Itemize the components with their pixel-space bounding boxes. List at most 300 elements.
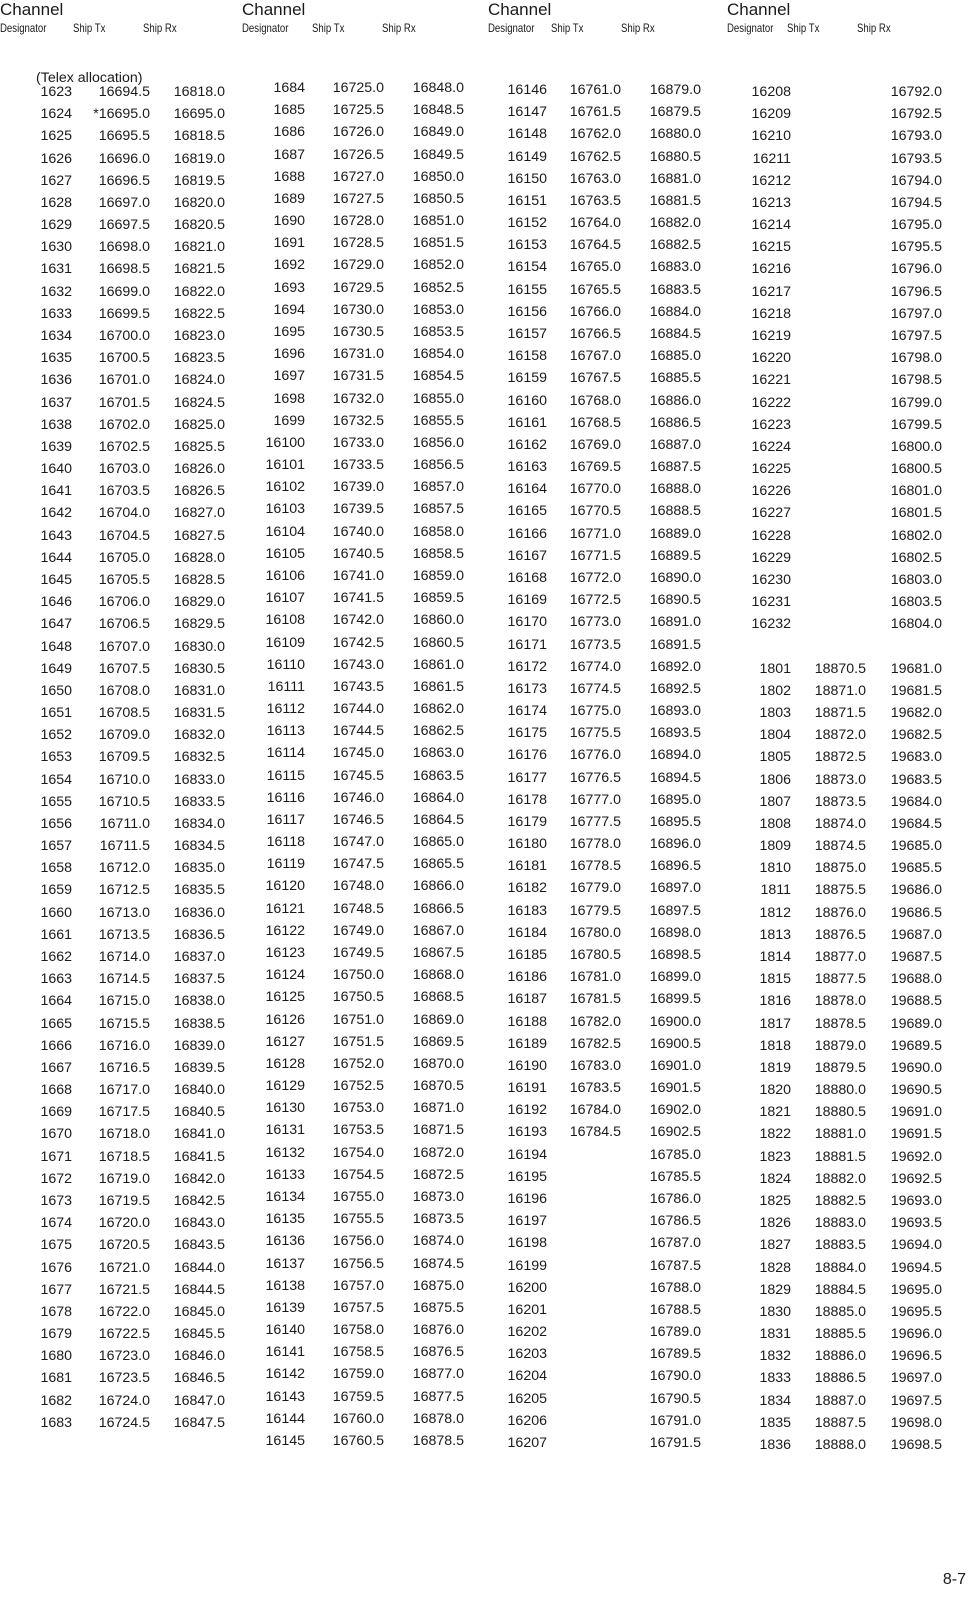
table-row — [488, 390, 738, 412]
designator-cell: 1697 — [273, 368, 305, 385]
table-row — [242, 498, 492, 520]
designator-cell: 1688 — [273, 168, 305, 185]
ship-tx-cell: 16757.5 — [332, 1299, 384, 1316]
ship-rx-cell: 16829.5 — [173, 616, 225, 633]
table-row — [242, 210, 492, 232]
ship-rx-cell: 16818.0 — [173, 84, 225, 100]
ship-tx-cell: 16732.0 — [332, 390, 384, 407]
designator-cell: 1674 — [40, 1215, 72, 1232]
table-row — [0, 281, 250, 303]
ship-rx-cell: 16866.5 — [412, 900, 464, 917]
table-row — [488, 1388, 738, 1410]
ship-rx-cell: 16891.0 — [649, 614, 701, 631]
table-row — [242, 609, 492, 631]
ship-rx-cell: 16837.0 — [173, 949, 225, 966]
table-row — [242, 875, 492, 897]
ship-rx-cell: 16846.0 — [173, 1348, 225, 1365]
ship-rx-cell: 16869.0 — [412, 1011, 464, 1028]
table-row — [242, 986, 492, 1008]
ship-rx-cell: 16857.0 — [412, 479, 464, 496]
ship-tx-cell: 16707.5 — [98, 660, 150, 677]
table-row — [242, 587, 492, 609]
ship-rx-cell: 16844.0 — [173, 1259, 225, 1276]
ship-rx-cell: 16792.0 — [890, 84, 942, 100]
designator-cell: 16204 — [507, 1368, 547, 1385]
ship-rx-cell: 16847.0 — [173, 1392, 225, 1409]
designator-cell: 16210 — [751, 128, 791, 145]
ship-rx-cell: 19682.5 — [890, 727, 942, 744]
designator-cell: 1635 — [40, 350, 72, 367]
ship-rx-cell: 19696.5 — [890, 1348, 942, 1365]
table-row — [0, 369, 250, 391]
ship-rx-cell: 16791.0 — [649, 1412, 701, 1429]
table-row — [488, 789, 738, 811]
table-row — [727, 1434, 976, 1456]
designator-cell: 16198 — [507, 1235, 547, 1252]
ship-rx-cell: 16859.5 — [412, 590, 464, 607]
designator-cell: 1667 — [40, 1059, 72, 1076]
ship-rx-cell: 16882.5 — [649, 237, 701, 254]
designator-cell: 1661 — [40, 926, 72, 943]
ship-tx-cell: 16779.5 — [569, 902, 621, 919]
ship-rx-cell: 16804.0 — [890, 616, 942, 633]
ship-rx-cell: 16871.0 — [412, 1100, 464, 1117]
table-row — [242, 343, 492, 365]
table-row — [242, 1164, 492, 1186]
ship-tx-cell: 16776.0 — [569, 747, 621, 764]
ship-tx-cell: 16768.0 — [569, 392, 621, 409]
ship-rx-cell: 16842.5 — [173, 1193, 225, 1209]
ship-rx-cell: 19697.0 — [890, 1370, 942, 1387]
designator-cell: 1651 — [40, 705, 72, 722]
ship-tx-cell: 16702.5 — [98, 438, 150, 455]
table-row — [242, 232, 492, 254]
ship-rx-cell: 16787.5 — [649, 1257, 701, 1274]
ship-tx-cell: 16711.5 — [99, 838, 150, 855]
ship-tx-cell: 16784.0 — [569, 1102, 621, 1119]
designator-cell: 1684 — [273, 80, 305, 96]
ship-tx-cell: 16710.5 — [98, 793, 150, 810]
table-row — [242, 765, 492, 787]
ship-rx-cell: 16867.0 — [412, 922, 464, 939]
designator-cell: 1836 — [759, 1436, 791, 1453]
designator-cell: 1690 — [273, 213, 305, 230]
table-row — [242, 1053, 492, 1075]
ship-rx-cell: 16826.0 — [173, 461, 225, 478]
designator-cell: 16200 — [507, 1279, 547, 1296]
table-row — [242, 1253, 492, 1275]
table-row — [727, 480, 976, 502]
table-row — [727, 392, 976, 414]
ship-tx-cell: 16779.0 — [569, 880, 621, 897]
ship-tx-cell: 16761.5 — [569, 104, 621, 121]
ship-rx-cell: 16879.5 — [649, 104, 701, 121]
ship-rx-header: Ship Rx — [857, 21, 891, 35]
table-row — [488, 146, 738, 168]
ship-tx-cell: 16784.5 — [569, 1124, 621, 1141]
designator-cell: 1807 — [759, 793, 791, 810]
ship-tx-cell: 18873.0 — [814, 771, 866, 788]
ship-tx-cell: 16745.0 — [332, 745, 384, 762]
ship-tx-cell: 16752.0 — [332, 1055, 384, 1072]
table-row — [727, 1057, 976, 1079]
ship-tx-cell: 16711.0 — [99, 815, 150, 832]
table-row — [488, 345, 738, 367]
designator-cell: 1820 — [759, 1082, 791, 1099]
ship-rx-cell: 16841.0 — [173, 1126, 225, 1143]
ship-rx-cell: 16877.0 — [412, 1366, 464, 1383]
ship-rx-header: Ship Rx — [382, 21, 416, 35]
table-row — [727, 1146, 976, 1168]
ship-tx-cell: 16765.0 — [569, 259, 621, 276]
designator-cell: 1689 — [273, 190, 305, 207]
table-row — [488, 877, 738, 899]
designator-cell: 16123 — [265, 945, 305, 962]
ship-tx-cell: 16751.5 — [332, 1033, 384, 1050]
designator-cell: 16225 — [751, 461, 791, 478]
designator-cell: 1655 — [40, 793, 72, 810]
ship-tx-cell: 18870.5 — [814, 660, 866, 677]
table-row — [488, 168, 738, 190]
table-row — [242, 521, 492, 543]
table-row — [0, 125, 250, 147]
ship-rx-cell: 16879.0 — [649, 82, 701, 98]
ship-tx-cell: 18879.5 — [814, 1059, 866, 1076]
ship-tx-cell: 16750.5 — [332, 989, 384, 1006]
designator-cell: 1682 — [40, 1392, 72, 1409]
ship-rx-cell: 16838.0 — [173, 993, 225, 1010]
ship-rx-cell: 16881.0 — [649, 170, 701, 187]
ship-tx-cell: 18883.0 — [814, 1215, 866, 1232]
table-row — [488, 634, 738, 656]
table-row — [727, 258, 976, 280]
designator-cell: 16137 — [265, 1255, 305, 1272]
designator-cell: 16231 — [751, 594, 791, 611]
column-title: Channel — [242, 0, 306, 19]
designator-cell: 16180 — [507, 836, 547, 853]
ship-rx-cell: 16851.0 — [412, 213, 464, 230]
table-row — [488, 966, 738, 988]
table-row — [488, 434, 738, 456]
ship-rx-cell: 16785.5 — [649, 1168, 701, 1185]
table-row — [0, 680, 250, 702]
table-row — [0, 1057, 250, 1079]
ship-tx-cell: 16727.5 — [332, 190, 384, 207]
ship-rx-cell: 16873.5 — [412, 1211, 464, 1228]
ship-rx-cell: 16865.5 — [412, 856, 464, 873]
ship-tx-cell: 18883.5 — [814, 1237, 866, 1254]
ship-tx-cell: 18884.0 — [814, 1259, 866, 1276]
designator-cell: 16117 — [266, 811, 305, 828]
ship-rx-cell: 16796.5 — [890, 283, 942, 300]
designator-cell: 16179 — [507, 813, 547, 830]
table-row — [488, 811, 738, 833]
table-row — [488, 478, 738, 500]
ship-rx-cell: 16885.0 — [649, 348, 701, 365]
designator-cell: 16140 — [265, 1322, 305, 1339]
designator-cell: 16147 — [507, 104, 547, 121]
ship-rx-header: Ship Rx — [621, 21, 655, 35]
ship-tx-cell: 16769.0 — [569, 436, 621, 453]
designator-cell: 1828 — [759, 1259, 791, 1276]
ship-rx-cell: 16799.0 — [890, 394, 942, 411]
ship-tx-cell: 16714.0 — [98, 949, 150, 966]
ship-tx-cell: 16781.5 — [569, 991, 621, 1008]
ship-rx-cell: 16880.0 — [649, 126, 701, 143]
designator-cell: 1628 — [40, 194, 72, 211]
table-row — [0, 1412, 250, 1434]
ship-tx-cell: 16739.0 — [332, 479, 384, 496]
designator-cell: 1668 — [40, 1082, 72, 1099]
table-row — [0, 902, 250, 924]
ship-rx-cell: 16899.5 — [649, 991, 701, 1008]
ship-rx-cell: 16876.5 — [412, 1344, 464, 1361]
designator-cell: 1637 — [40, 394, 72, 411]
ship-tx-cell: 16716.0 — [98, 1037, 150, 1054]
ship-tx-cell: 16698.5 — [98, 261, 150, 278]
ship-tx-cell: 16705.0 — [98, 549, 150, 566]
ship-rx-cell: 19685.0 — [890, 838, 942, 855]
table-row — [242, 144, 492, 166]
ship-tx-cell: 16695.5 — [98, 128, 150, 145]
designator-cell: 16184 — [507, 924, 547, 941]
ship-rx-cell: 16803.0 — [890, 571, 942, 588]
column-title: Channel — [488, 0, 552, 19]
table-row — [0, 724, 250, 746]
ship-rx-cell: 16875.5 — [412, 1299, 464, 1316]
ship-tx-cell: 16761.0 — [569, 82, 621, 98]
table-row — [488, 367, 738, 389]
table-row — [242, 254, 492, 276]
ship-rx-cell: 16802.0 — [890, 527, 942, 544]
table-row — [242, 321, 492, 343]
table-row — [488, 1099, 738, 1121]
designator-cell: 16148 — [507, 126, 547, 143]
designator-cell: 1821 — [759, 1104, 791, 1121]
designator-cell: 16135 — [265, 1211, 305, 1228]
ship-tx-cell: 18876.5 — [814, 926, 866, 943]
ship-tx-cell: 16766.5 — [569, 325, 621, 342]
designator-cell: 16166 — [507, 525, 547, 542]
designator-cell: 16209 — [751, 106, 791, 123]
ship-tx-cell: 16740.0 — [332, 523, 384, 540]
designator-cell: 1639 — [40, 438, 72, 455]
designator-cell: 1832 — [759, 1348, 791, 1365]
table-row — [488, 523, 738, 545]
ship-rx-cell: 16894.0 — [649, 747, 701, 764]
designator-cell: 16136 — [265, 1233, 305, 1250]
ship-tx-cell: 16730.5 — [332, 323, 384, 340]
designator-cell: 1683 — [40, 1414, 72, 1431]
designator-cell: 1645 — [40, 571, 72, 588]
ship-rx-cell: 16860.0 — [412, 612, 464, 629]
table-row — [727, 369, 976, 391]
designator-cell: 16203 — [507, 1346, 547, 1363]
designator-cell: 1680 — [40, 1348, 72, 1365]
table-row — [727, 902, 976, 924]
table-row — [727, 1079, 976, 1101]
table-row — [242, 942, 492, 964]
ship-tx-cell: 16758.0 — [332, 1322, 384, 1339]
ship-tx-cell: 16772.5 — [569, 592, 621, 609]
ship-rx-cell: 16837.5 — [173, 971, 225, 988]
designator-cell: 16138 — [265, 1277, 305, 1294]
table-row — [727, 1190, 976, 1212]
designator-cell: 1833 — [759, 1370, 791, 1387]
ship-rx-cell: 16828.0 — [173, 549, 225, 566]
ship-rx-cell: 16849.0 — [412, 124, 464, 141]
ship-tx-cell: 16705.5 — [98, 571, 150, 588]
table-row — [727, 236, 976, 258]
ship-rx-cell: 16843.5 — [173, 1237, 225, 1254]
table-row — [488, 545, 738, 567]
designator-cell: 1626 — [40, 150, 72, 167]
designator-cell: 16170 — [507, 614, 547, 631]
table-row — [727, 946, 976, 968]
ship-tx-cell: 16775.0 — [569, 703, 621, 720]
ship-rx-cell: 16902.5 — [649, 1124, 701, 1141]
designator-cell: 1694 — [273, 301, 305, 318]
ship-tx-cell: 18884.5 — [814, 1281, 866, 1298]
table-row — [488, 412, 738, 434]
ship-tx-cell: 16771.0 — [569, 525, 621, 542]
designator-cell: 16142 — [265, 1366, 305, 1383]
table-row — [488, 833, 738, 855]
ship-rx-cell: 16845.5 — [173, 1326, 225, 1343]
table-row — [0, 480, 250, 502]
ship-rx-cell: 16893.5 — [649, 725, 701, 742]
designator-cell: 1657 — [40, 838, 72, 855]
designator-cell: 1631 — [40, 261, 72, 278]
table-row — [488, 1321, 738, 1343]
designator-cell: 1665 — [40, 1015, 72, 1032]
designator-cell: 16129 — [265, 1078, 305, 1095]
designator-cell: 16164 — [507, 481, 547, 498]
designator-cell: 1819 — [759, 1059, 791, 1076]
designator-cell: 1815 — [759, 971, 791, 988]
ship-rx-cell: 16863.0 — [412, 745, 464, 762]
table-row — [727, 81, 976, 103]
table-row — [727, 680, 976, 702]
ship-rx-cell: 16874.5 — [412, 1255, 464, 1272]
ship-rx-cell: 16887.0 — [649, 436, 701, 453]
designator-cell: 1670 — [40, 1126, 72, 1143]
ship-tx-cell: 18877.0 — [814, 949, 866, 966]
designator-cell: 16208 — [751, 84, 791, 100]
table-row — [242, 1031, 492, 1053]
ship-tx-cell: 16730.0 — [332, 301, 384, 318]
table-row — [727, 525, 976, 547]
designator-cell: 16130 — [265, 1100, 305, 1117]
designator-cell: 1678 — [40, 1303, 72, 1320]
ship-rx-cell: 16849.5 — [412, 146, 464, 163]
designator-cell: 16218 — [751, 305, 791, 322]
ship-tx-cell: 16725.0 — [332, 80, 384, 96]
ship-tx-cell: 16706.5 — [98, 616, 150, 633]
column-title: Channel — [0, 0, 64, 19]
ship-rx-cell: 16793.0 — [890, 128, 942, 145]
ship-rx-cell: 16870.5 — [412, 1078, 464, 1095]
designator-cell: 16103 — [265, 501, 305, 518]
ship-rx-cell: 16900.5 — [649, 1035, 701, 1052]
table-row — [488, 900, 738, 922]
ship-rx-cell: 19683.5 — [890, 771, 942, 788]
ship-rx-cell: 16839.0 — [173, 1037, 225, 1054]
ship-tx-cell: 16763.0 — [569, 170, 621, 187]
designator-header: Designator — [242, 21, 289, 35]
table-row — [0, 547, 250, 569]
ship-tx-cell: 16741.0 — [332, 567, 384, 584]
table-row — [727, 658, 976, 680]
ship-tx-cell: 16764.0 — [569, 215, 621, 232]
designator-cell: 1650 — [40, 682, 72, 699]
ship-rx-cell: 16887.5 — [649, 459, 701, 476]
table-row — [0, 325, 250, 347]
table-row — [488, 1232, 738, 1254]
table-row — [488, 234, 738, 256]
designator-cell: 16186 — [507, 969, 547, 986]
ship-rx-cell: 16826.5 — [173, 483, 225, 500]
designator-cell: 1810 — [759, 860, 791, 877]
table-row — [727, 990, 976, 1012]
ship-rx-cell: 16855.5 — [412, 412, 464, 429]
designator-cell: 1687 — [273, 146, 305, 163]
table-row — [727, 1279, 976, 1301]
table-row — [0, 414, 250, 436]
table-row — [0, 170, 250, 192]
ship-rx-cell: 16834.5 — [173, 838, 225, 855]
designator-cell: 16177 — [507, 769, 547, 786]
ship-rx-cell: 19698.5 — [890, 1436, 942, 1453]
table-row — [0, 1035, 250, 1057]
table-row — [242, 1297, 492, 1319]
designator-cell: 16213 — [751, 194, 791, 211]
ship-rx-cell: 16848.5 — [412, 102, 464, 119]
table-row — [727, 347, 976, 369]
designator-cell: 1692 — [273, 257, 305, 274]
ship-rx-cell: 19689.5 — [890, 1037, 942, 1054]
designator-cell: 16151 — [507, 192, 547, 209]
designator-cell: 16220 — [751, 350, 791, 367]
ship-rx-cell: 16854.5 — [412, 368, 464, 385]
table-row — [242, 632, 492, 654]
ship-rx-cell: 19684.5 — [890, 815, 942, 832]
table-row — [727, 1234, 976, 1256]
designator-cell: 1643 — [40, 527, 72, 544]
ship-rx-cell: 16878.5 — [412, 1432, 464, 1449]
table-row — [0, 702, 250, 724]
designator-cell: 16205 — [507, 1390, 547, 1407]
ship-rx-cell: 16789.5 — [649, 1346, 701, 1363]
ship-rx-cell: 16829.0 — [173, 594, 225, 611]
designator-cell: 16109 — [265, 634, 305, 651]
table-row — [0, 658, 250, 680]
ship-rx-cell: 16801.5 — [890, 505, 942, 522]
ship-rx-cell: 16830.5 — [173, 660, 225, 677]
ship-rx-cell: 16850.0 — [412, 168, 464, 185]
ship-tx-cell: 16769.5 — [569, 459, 621, 476]
table-row — [488, 988, 738, 1010]
table-row — [0, 347, 250, 369]
ship-tx-cell: 16768.5 — [569, 414, 621, 431]
ship-tx-cell: 16733.5 — [332, 457, 384, 474]
designator-cell: 1686 — [273, 124, 305, 141]
table-row — [488, 1121, 738, 1143]
ship-tx-cell: 16723.0 — [98, 1348, 150, 1365]
table-row — [727, 281, 976, 303]
ship-rx-cell: 16895.0 — [649, 791, 701, 808]
ship-tx-cell: 16701.0 — [98, 372, 150, 389]
